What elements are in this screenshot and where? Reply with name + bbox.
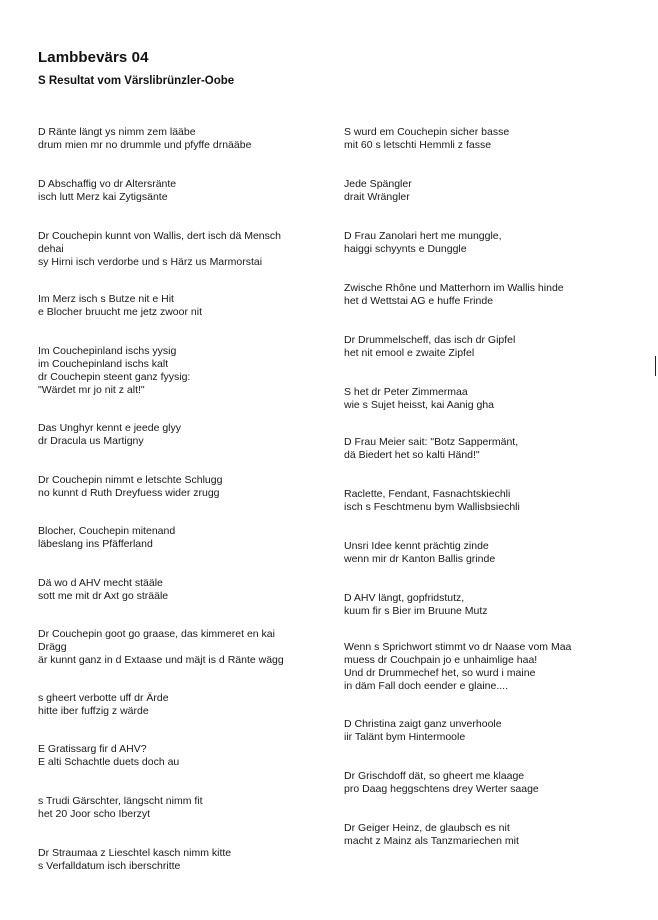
verse-line: Unsri Idee kennt prächtig zinde [344, 540, 489, 552]
verse-line: Und dr Drummechef het, so wurd i maine [344, 667, 536, 679]
right-verse-11 [344, 641, 571, 693]
verse-line: muess dr Couchpain jo e unhaimlige haa! [344, 654, 538, 666]
right-verse-9 [344, 540, 495, 566]
verse-line: pro Daag heggschtens drey Werter saage [344, 783, 539, 795]
verse-line: drait Wrängler [344, 191, 410, 203]
verse-line: S het dr Peter Zimmermaa [344, 386, 468, 398]
verse-line: no kunnt d Ruth Dreyfuess wider zrugg [38, 487, 220, 499]
verse-line: isch s Feschtmenu bym Wallisbsiechli [344, 501, 520, 513]
verse-line: dr Couchepin steent ganz fyysig: [38, 371, 191, 383]
verse-line: Wenn s Sprichwort stimmt vo dr Naase vom Maa [344, 641, 572, 653]
verse-line: Dr Drummelscheff, das isch dr Gipfel [344, 334, 516, 346]
verse-line: D Frau Meier sait: "Botz Sappermänt, [344, 436, 519, 448]
verse-line: E alti Schachtle duets doch au [38, 756, 180, 768]
text-cursor [655, 356, 656, 376]
verse-line: Blocher, Couchepin mitenand [38, 525, 176, 537]
verse-line: S wurd em Couchepin sicher basse [344, 126, 510, 138]
document-subtitle: S Resultat vom Värslibrünzler-Oobe [38, 75, 235, 87]
verse-line: macht z Mainz als Tanzmariechen mit [344, 835, 519, 847]
right-verse-6 [344, 386, 494, 412]
verse-line: het nit emool e zwaite Zipfel [344, 347, 475, 359]
verse-line: mit 60 s letschti Hemmli z fasse [344, 139, 492, 151]
verse-line: hitte iber fuffzig z wärde [38, 705, 149, 717]
verse-line: isch lutt Merz kai Zytigsänte [38, 191, 168, 203]
verse-line: im Couchepinland ischs kalt [38, 358, 169, 370]
verse-line: Zwische Rhône und Matterhorn im Wallis hinde [344, 282, 564, 294]
verse-line: s gheert verbotte uff dr Ärde [38, 692, 169, 704]
verse-line: E Gratissarg fir d AHV? [38, 743, 147, 755]
right-verse-5 [344, 334, 515, 360]
verse-line: wie s Sujet heisst, kai Aanig gha [344, 399, 495, 411]
verse-line: Raclette, Fendant, Fasnachtskiechli [344, 488, 511, 500]
verse-line: Dr Couchepin goot go graase, das kimmeret en kai [38, 628, 275, 640]
left-verse-14 [38, 847, 231, 873]
right-verse-7 [344, 436, 518, 462]
verse-line: dehai [38, 243, 64, 255]
verse-line: wenn mir dr Kanton Ballis grinde [344, 553, 496, 565]
right-verse-8 [344, 488, 520, 514]
verse-line: D Frau Zanolari hert me munggle, [344, 230, 502, 242]
verse-line: haiggi schyynts e Dunggle [344, 243, 467, 255]
verse-line: läbeslang ins Pfäfferland [38, 538, 153, 550]
left-verse-6 [38, 422, 181, 448]
verse-line: s Verfalldatum isch iberschritte [38, 860, 181, 872]
verse-line: D Christina zaigt ganz unverhoole [344, 718, 502, 730]
verse-line: Das Unghyr kennt e jeede glyy [38, 422, 181, 434]
right-verse-10 [344, 592, 488, 618]
verse-line: in däm Fall doch eender e glaine.... [344, 680, 509, 692]
left-verse-9 [38, 577, 168, 603]
left-verse-3 [38, 230, 281, 269]
right-verse-13 [344, 770, 539, 796]
right-verse-2 [344, 178, 412, 204]
left-verse-1 [38, 126, 251, 152]
right-verse-1 [344, 126, 509, 152]
verse-line: D AHV längt, gopfridstutz, [344, 592, 465, 604]
verse-line: D Ränte längt ys nimm zem lääbe [38, 126, 196, 138]
verse-line: Im Couchepinland ischs yysig [38, 345, 177, 357]
verse-line: Dr Grischdoff dät, so gheert me klaage [344, 770, 525, 782]
verse-line: het d Wettstai AG e huffe Frinde [344, 295, 494, 307]
verse-line: Dr Couchepin kunnt von Wallis, dert isch dä Mensch [38, 230, 281, 242]
verse-line: s Trudi Gärschter, längscht nimm fit [38, 795, 203, 807]
left-verse-7 [38, 474, 222, 500]
left-verse-10 [38, 628, 284, 667]
verse-line: är kunnt ganz in d Extaase und mäjt is d Ränte wägg [38, 654, 284, 666]
left-verse-11 [38, 692, 169, 718]
verse-line: drum mien mr no drummle und pfyffe drnääbe [38, 139, 252, 151]
verse-line: Dr Couchepin nimmt e letschte Schlugg [38, 474, 223, 486]
left-verse-2 [38, 178, 176, 204]
verse-line: Jede Spängler [344, 178, 412, 190]
right-verse-14 [344, 822, 519, 848]
verse-line: kuum fir s Bier im Bruune Mutz [344, 605, 488, 617]
verse-line: sy Hirni isch verdorbe und s Härz us Marmorstai [38, 256, 263, 268]
verse-line: het 20 Joor scho Iberzyt [38, 808, 151, 820]
verse-line: iir Talänt bym Hintermoole [344, 731, 466, 743]
verse-line: "Wärdet mr jo nit z alt!" [38, 384, 145, 396]
verse-line: Dä wo d AHV mecht stääle [38, 577, 163, 589]
left-verse-8 [38, 525, 175, 551]
verse-line: Dr Geiger Heinz, de glaubsch es nit [344, 822, 510, 834]
verse-line: Im Merz isch s Butze nit e Hit [38, 293, 174, 305]
verse-line: Dr Straumaa z Lieschtel kasch nimm kitte [38, 847, 232, 859]
verse-line: dä Biedert het so kalti Händ!" [344, 449, 480, 461]
verse-line: Drägg [38, 641, 67, 653]
right-verse-4 [344, 282, 564, 308]
verse-line: D Abschaffig vo dr Altersränte [38, 178, 177, 190]
left-verse-5 [38, 345, 190, 397]
right-verse-12 [344, 718, 502, 744]
left-verse-12 [38, 743, 179, 769]
document-title: Lambbevärs 04 [38, 49, 149, 66]
left-verse-4 [38, 293, 202, 319]
verse-line: sott me mit dr Axt go strääle [38, 590, 169, 602]
verse-line: e Blocher bruucht me jetz zwoor nit [38, 306, 202, 318]
right-verse-3 [344, 230, 502, 256]
verse-line: dr Dracula us Martigny [38, 435, 144, 447]
left-verse-13 [38, 795, 203, 821]
